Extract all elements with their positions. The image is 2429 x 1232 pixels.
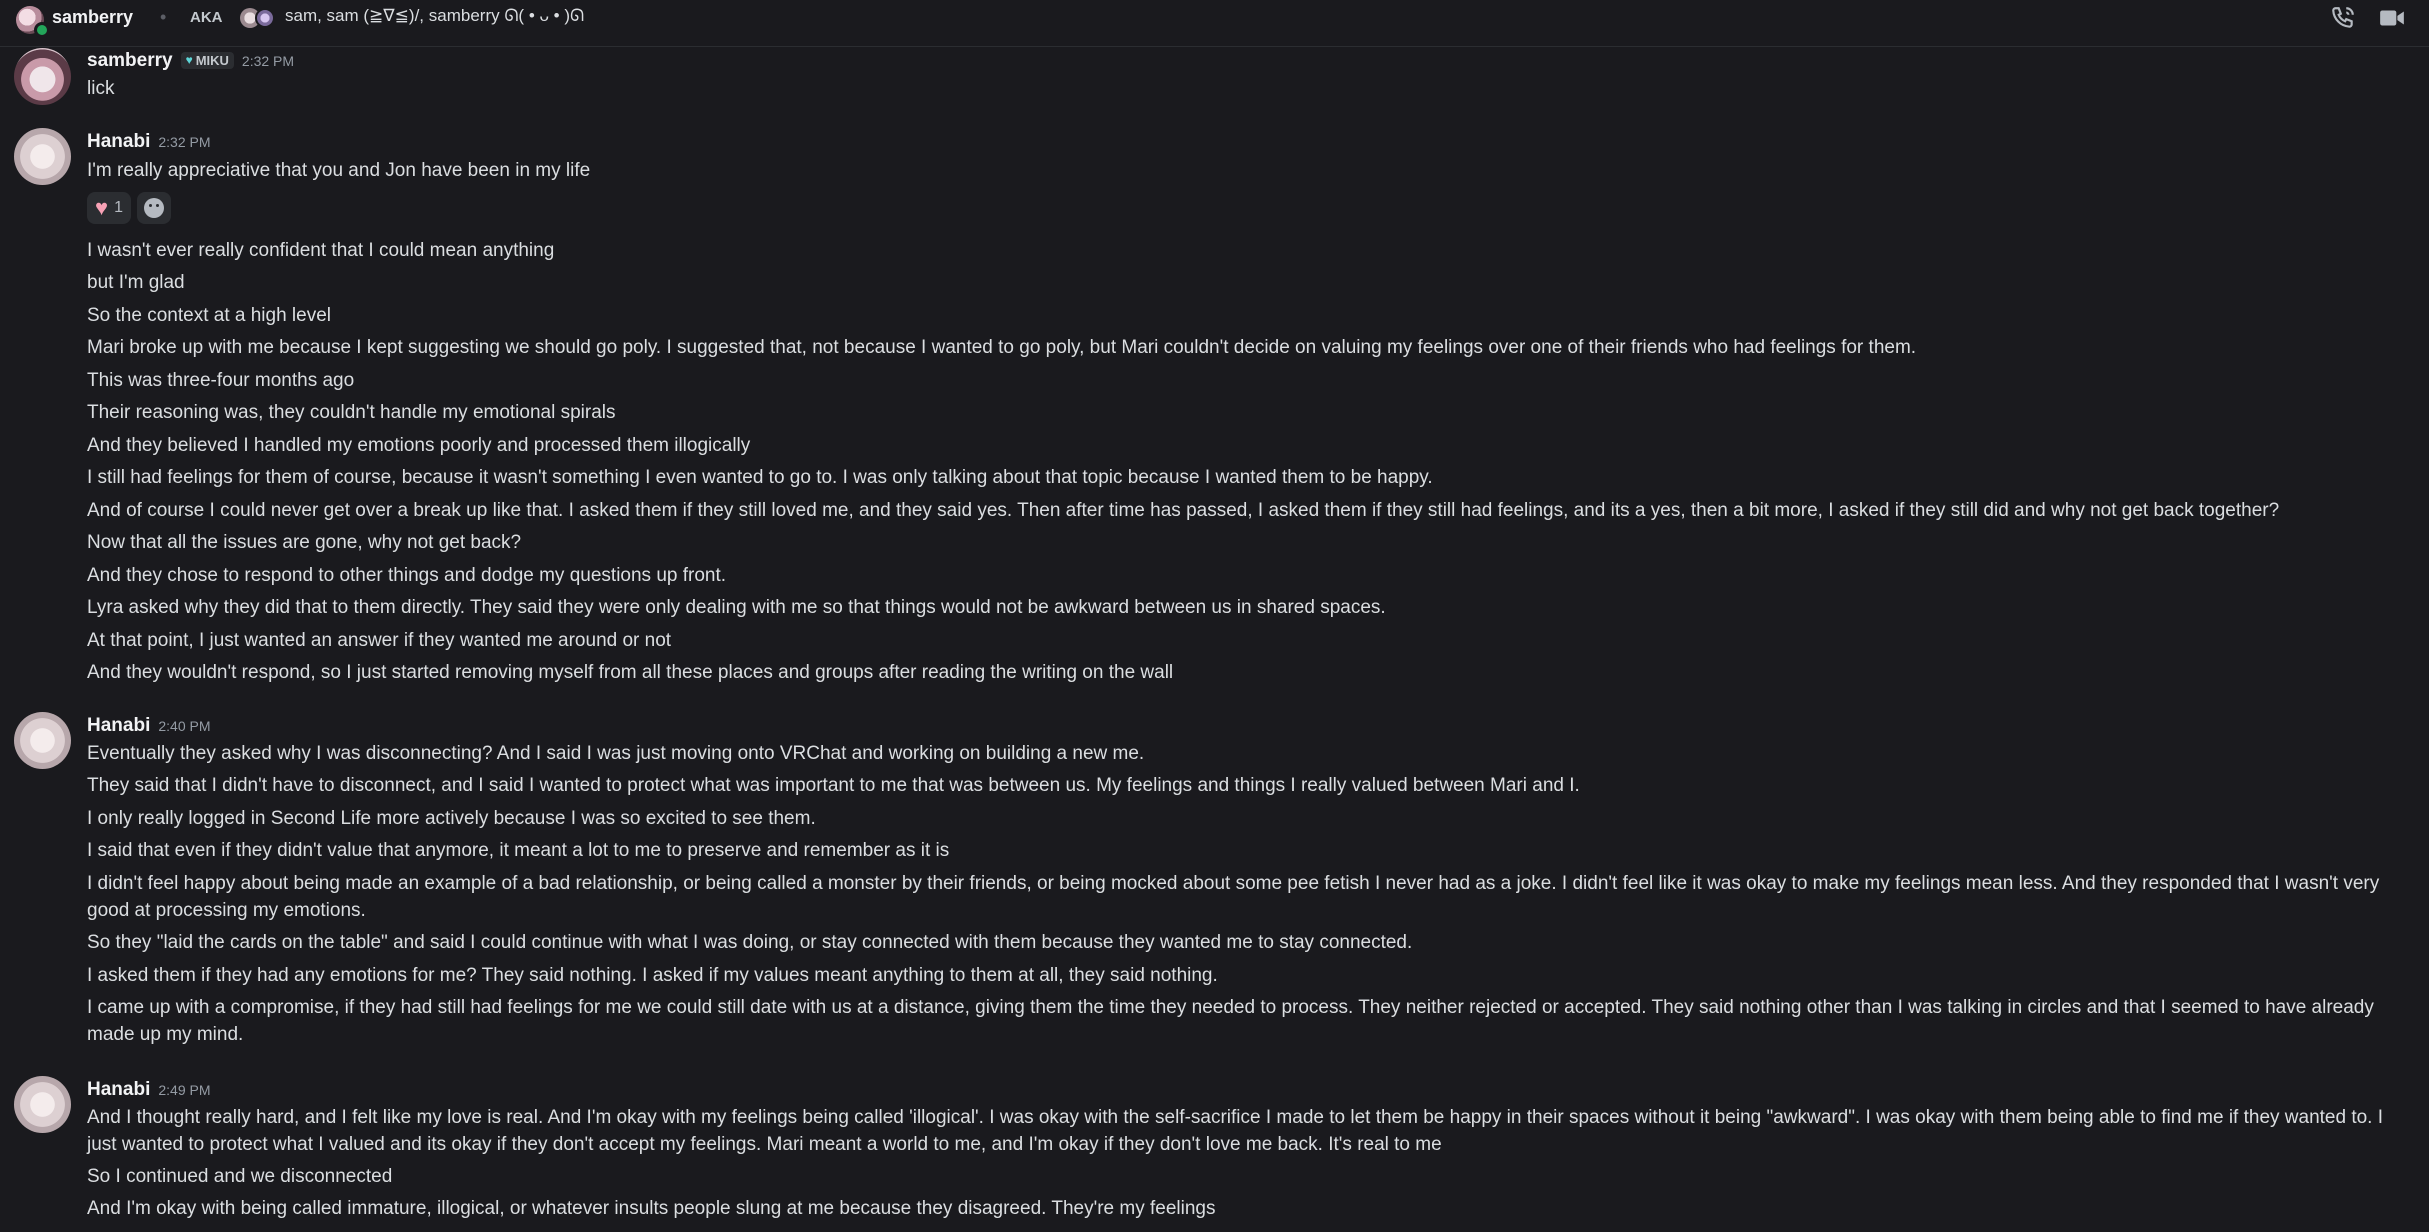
- emoji-icon: [144, 198, 164, 218]
- reaction-bar: [87, 192, 171, 224]
- aka-names: sam, sam (≧∇≦)/, samberry ᘏ( • ᴗ • )ᘏ: [285, 6, 585, 25]
- message-text: This was three-four months ago: [87, 370, 355, 391]
- message-text: I came up with a compromise, if they had still had feelings for me we could still date with us at a distance, giving them the time they needed to process. They neither rejected or accepted. They said nothing other than I was talking in circles and that I seemed to have already made up my mind.: [87, 997, 2374, 1045]
- reaction-heart[interactable]: [87, 192, 131, 224]
- message-text: I asked them if they had any emotions for me? They said nothing. I asked if my values meant anything to them at all, they said nothing.: [87, 965, 1218, 986]
- add-reaction-button[interactable]: [137, 192, 171, 224]
- message-text: I'm really appreciative that you and Jon have been in my life: [87, 160, 591, 181]
- message-text: but I'm glad: [87, 272, 185, 293]
- video-call-icon[interactable]: [2378, 5, 2404, 31]
- message-text: Mari broke up with me because I kept suggesting we should go poly. I suggested that, not because I wanted to go poly, but Mari couldn't decide on valuing my feelings over one of their friends who had feelings for them.: [87, 337, 1917, 358]
- message-text: So I continued and we disconnected: [87, 1166, 393, 1187]
- message-text: And they chose to respond to other things and dodge my questions up front.: [87, 565, 727, 586]
- author-avatar[interactable]: [14, 48, 71, 105]
- online-status-icon: [34, 22, 50, 38]
- author-name[interactable]: samberry: [87, 50, 173, 71]
- message-text: I didn't feel happy about being made an example of a bad relationship, or being called a monster by their friends, or being mocked about some pee fetish I never had as a joke. I didn't feel like it was okay to make my feelings mean less. And they responded that I wasn't very good at processing my emotions.: [87, 873, 2380, 921]
- aka-avatar: [255, 8, 275, 28]
- author-avatar[interactable]: [14, 712, 71, 769]
- aka-label: AKA: [190, 9, 223, 26]
- header-separator: •: [160, 7, 167, 27]
- message-text: Now that all the issues are gone, why not get back?: [87, 532, 522, 553]
- message-text: At that point, I just wanted an answer if they wanted me around or not: [87, 630, 672, 651]
- dm-user-name[interactable]: samberry: [52, 7, 134, 27]
- heart-icon: ♥: [185, 53, 193, 67]
- author-name[interactable]: Hanabi: [87, 1079, 151, 1100]
- author-name[interactable]: Hanabi: [87, 715, 151, 736]
- heart-icon: ♥: [95, 195, 109, 220]
- message-text: I wasn't ever really confident that I could mean anything: [87, 240, 555, 261]
- author-avatar[interactable]: [14, 128, 71, 185]
- message-text: Lyra asked why they did that to them directly. They said they were only dealing with me so that things would not be awkward between us in shared spaces.: [87, 597, 1386, 618]
- message-text: I still had feelings for them of course, because it wasn't something I even wanted to go to. I was only talking about that topic because I wanted them to be happy.: [87, 467, 1433, 488]
- message-text: And I thought really hard, and I felt like my love is real. And I'm okay with my feelings being called 'illogical'. I was okay with the self-sacrifice I made to let them be happy in their spaces without it being "awkward". I was okay with them being able to find me if they wanted to. I just wanted to protect what I valued and its okay if they don't accept my feelings. Mari meant a world to me, and I'm okay if they don't love me back. It's real to me: [87, 1107, 2384, 1155]
- message-text: So they "laid the cards on the table" and said I could continue with what I was doing, or stay connected with them because they wanted me to stay connected.: [87, 932, 1413, 953]
- timestamp: 2:49 PM: [158, 1082, 211, 1098]
- timestamp: 2:32 PM: [158, 134, 211, 150]
- timestamp: 2:32 PM: [241, 53, 295, 69]
- reaction-count: 1: [114, 199, 123, 216]
- message-text: lick: [87, 78, 115, 99]
- role-badge[interactable]: [181, 52, 234, 69]
- dm-header: [0, 0, 2429, 47]
- message-text: I only really logged in Second Life more actively because I was so excited to see them.: [87, 808, 816, 829]
- message-text: I said that even if they didn't value that anymore, it meant a lot to me to preserve and remember as it is: [87, 840, 950, 861]
- author-name[interactable]: Hanabi: [87, 131, 151, 152]
- message-text: And I'm okay with being called immature, illogical, or whatever insults people slung at me because they disagreed. They're my feelings: [87, 1198, 1216, 1219]
- phone-call-icon[interactable]: [2330, 5, 2356, 31]
- message-text: And they believed I handled my emotions poorly and processed them illogically: [87, 435, 751, 456]
- message-text: Their reasoning was, they couldn't handle my emotional spirals: [87, 402, 616, 423]
- message-text: And they wouldn't respond, so I just started removing myself from all these places and groups after reading the writing on the wall: [87, 662, 1174, 683]
- timestamp: 2:40 PM: [158, 718, 211, 734]
- message-text: Eventually they asked why I was disconnecting? And I said I was just moving onto VRChat and working on building a new me.: [87, 743, 1145, 764]
- author-avatar[interactable]: [14, 1076, 71, 1133]
- message-text: So the context at a high level: [87, 305, 331, 326]
- message-text: And of course I could never get over a break up like that. I asked them if they still loved me, and they said yes. Then after time has passed, I asked them if they still had feelings, and its a yes, then a bit more, I asked if they still did and why not get back together?: [87, 500, 2280, 521]
- badge-label: MIKU: [195, 52, 229, 68]
- message-text: They said that I didn't have to disconnect, and I said I wanted to protect what was important to me that was between us. My feelings and things I really valued between Mari and I.: [87, 775, 1580, 796]
